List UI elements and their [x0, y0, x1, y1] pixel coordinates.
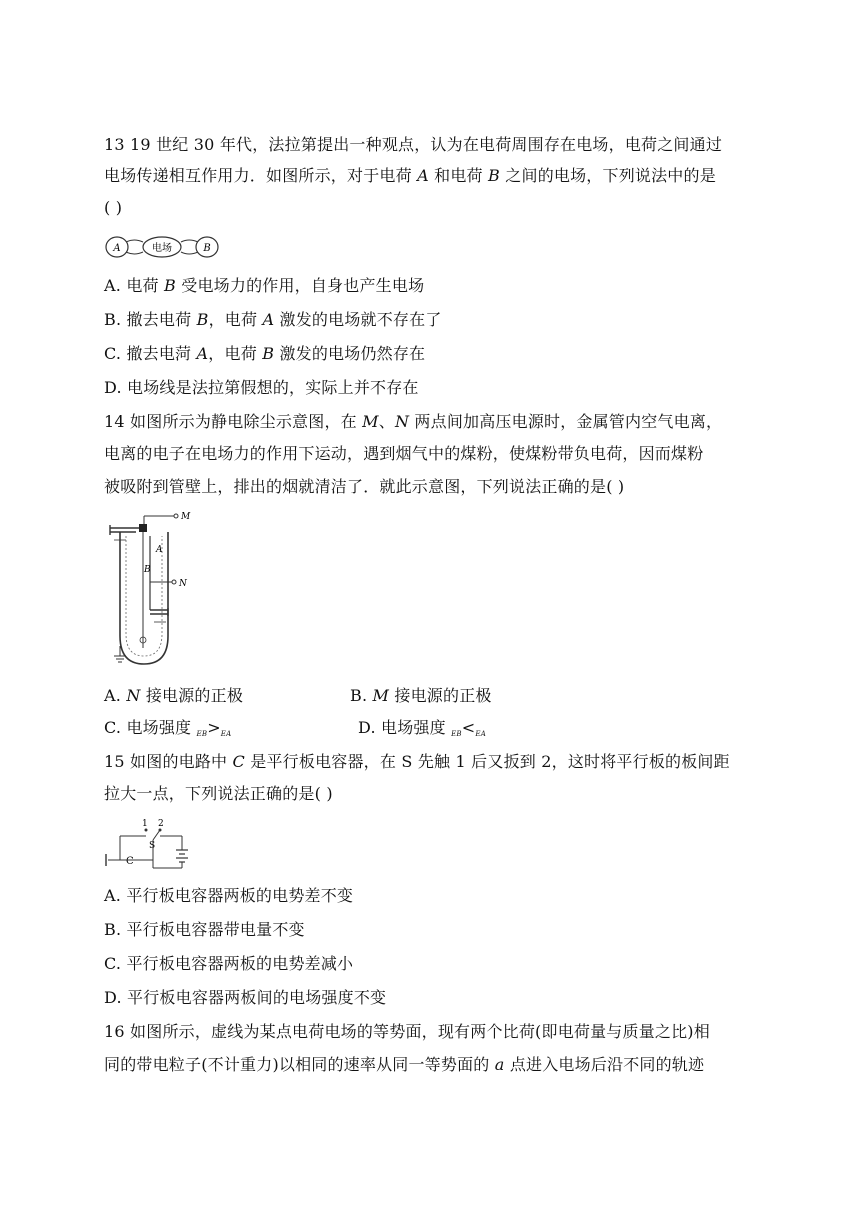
label-b: B	[144, 565, 151, 575]
q13-option-d: D. 电场线是法拉第假想的，实际上并不存在	[104, 378, 419, 397]
q13-line-1: 13 19 世纪 30 年代，法拉第提出一种观点，认为在电荷周围存在电场，电荷之间通过	[104, 135, 723, 154]
switch-contact-1	[145, 829, 148, 832]
label-s: S	[149, 841, 156, 851]
q15-option-b: B. 平行板电容器带电量不变	[104, 920, 305, 939]
q15-option-c: C. 平行板电容器两板的电势差减小	[104, 954, 354, 973]
q14-option-d: D. 电场强度 $_{EB}<_{EA}$	[358, 718, 486, 738]
q15-figure-capacitor-circuit	[104, 816, 194, 872]
charge-a-label: A	[113, 243, 121, 254]
q15-line-2: 拉大一点，下列说法正确的是( )	[104, 784, 333, 803]
q13-option-c: C. 撤去电菏 A，电荷 B 激发的电场仍然存在	[104, 344, 426, 363]
arrow-field-to-b	[181, 240, 198, 242]
terminal-m	[174, 514, 178, 518]
arrow-b-to-field	[181, 252, 198, 254]
q14-option-a: A. N 接电源的正极	[104, 686, 244, 705]
q16-line-1: 16 如图所示，虚线为某点电荷电场的等势面，现有两个比荷(即电荷量与质量之比)相	[104, 1022, 710, 1041]
label-1: 1	[142, 819, 148, 829]
q14-line-2: 电离的电子在电场力的作用下运动，遇到烟气中的煤粉，使煤粉带负电荷，因而煤粉	[104, 444, 704, 463]
q13-line-2: 电场传递相互作用力．如图所示，对于电荷 A 和电荷 B 之间的电场，下列说法中的是	[104, 166, 716, 185]
q14-line-1: 14 如图所示为静电除尘示意图，在 M、N 两点间加高压电源时，金属管内空气电离，	[104, 412, 723, 431]
q14-option-c: C. 电场强度 $_{EB}>_{EA}$	[104, 718, 232, 738]
label-2: 2	[158, 819, 164, 829]
arrow-field-to-a	[126, 252, 143, 254]
arrow-a-to-field	[126, 240, 143, 242]
q15-line-1: 15 如图的电路中 C 是平行板电容器，在 S 先触 1 后又扳到 2，这时将平行板的板间距	[104, 752, 730, 771]
q16-line-2: 同的带电粒子(不计重力)以相同的速率从同一等势面的 a 点进入电场后沿不同的轨迹	[104, 1055, 705, 1074]
q15-option-d: D. 平行板电容器两板间的电场强度不变	[104, 988, 387, 1007]
label-m: M	[181, 512, 191, 522]
q14-option-b: B. M 接电源的正极	[350, 686, 492, 705]
charge-b-label: B	[203, 243, 211, 254]
q13-option-a: A. 电荷 B 受电场力的作用，自身也产生电场	[104, 276, 425, 295]
label-a: A	[156, 545, 163, 555]
q15-option-a: A. 平行板电容器两板的电势差不变	[104, 886, 354, 905]
q14-figure-electrostatic-precipitator	[106, 506, 198, 672]
label-n: N	[179, 579, 187, 589]
switch-arm	[153, 830, 160, 840]
field-label: 电场	[152, 243, 172, 254]
label-c: C	[126, 856, 134, 867]
q13-option-b: B. 撤去电荷 B，电荷 A 激发的电场就不存在了	[104, 310, 442, 329]
q13-figure-field-diagram	[104, 234, 222, 260]
terminal-n	[172, 580, 176, 584]
clamp-block	[139, 524, 147, 532]
q13-line-3: ( )	[104, 198, 123, 217]
q14-line-3: 被吸附到管壁上，排出的烟就清洁了．就此示意图，下列说法正确的是( )	[104, 477, 625, 496]
